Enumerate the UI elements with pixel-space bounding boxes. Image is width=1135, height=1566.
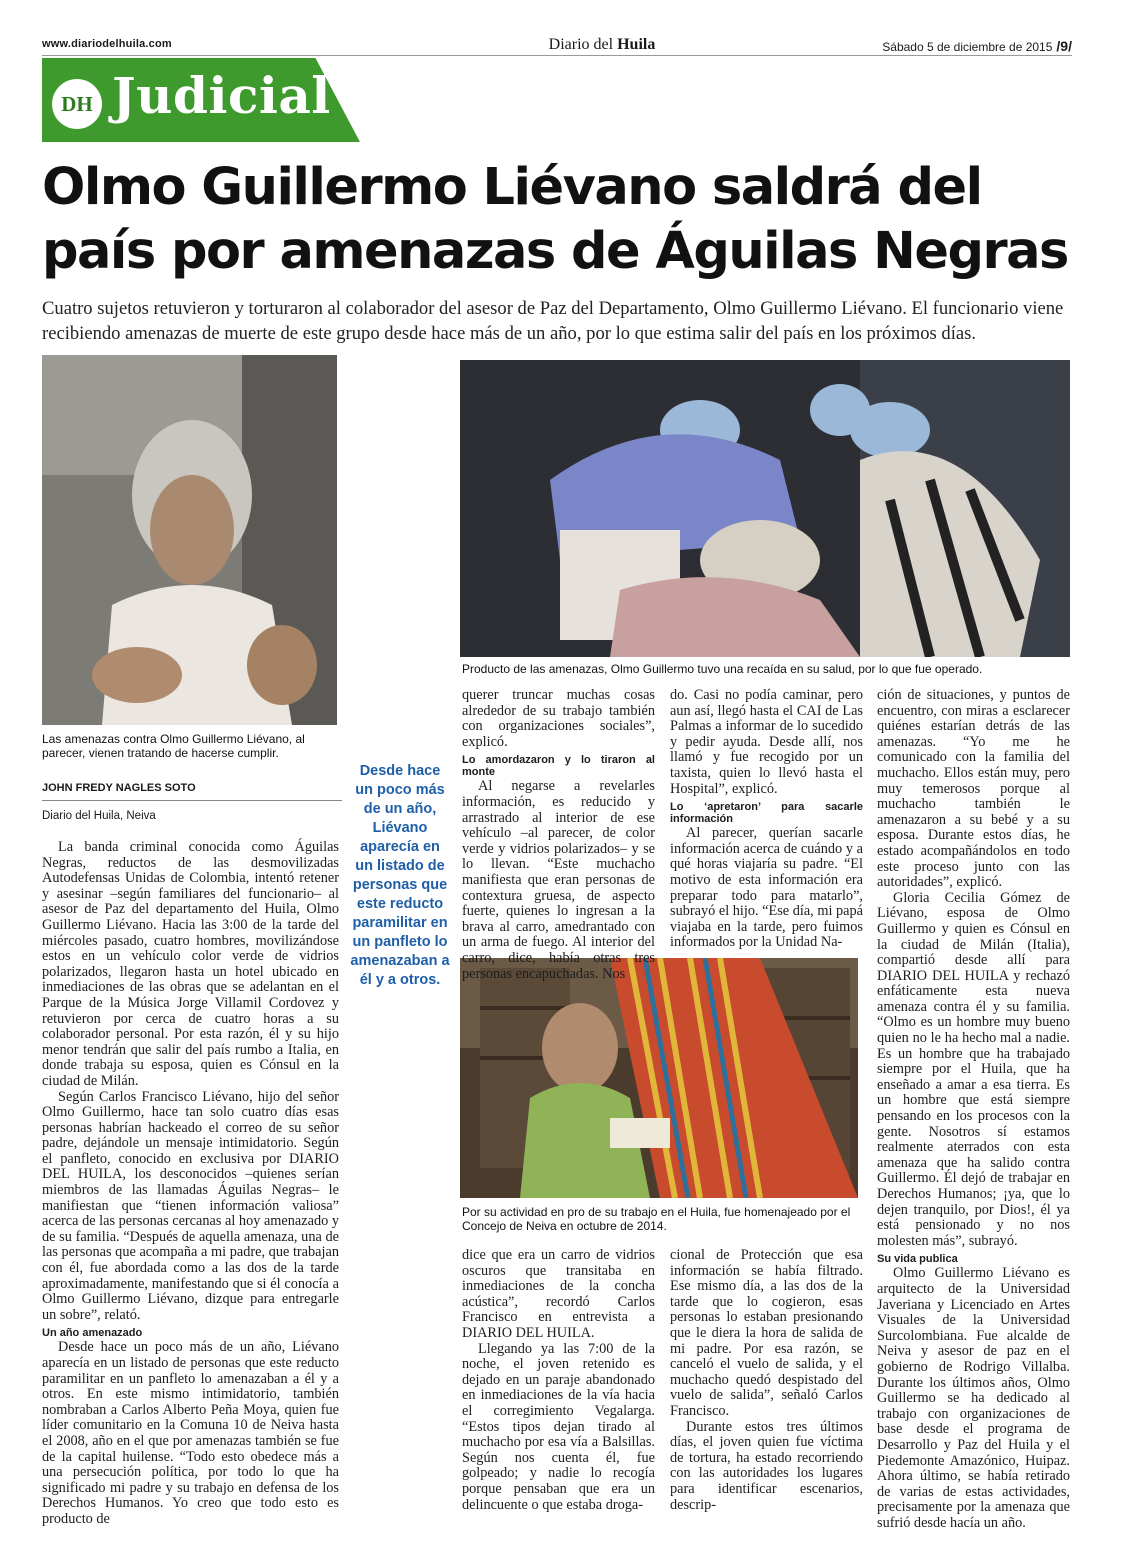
site-url: www.diariodelhuila.com <box>42 38 172 50</box>
subhead: Lo ‘apretaron’ para sacarle información <box>670 801 863 826</box>
photo-hammock <box>460 958 858 1198</box>
paragraph: Olmo Guillermo Liévano es arquitecto de la Universidad Javeriana y Licenciado en Artes Visuales de la Universidad Surcolombiana. Fue alcalde de Neiva y asesor de paz en el gobierno de Rodrigo Villalba. Durante los últimos años, Olmo Guillermo se ha dedicado al trabajo con organizaciones de base desde el programa de Desarrollo y Paz del Huila y el Piedemonte Amazónico, Huipaz. Ahora último, se había retirado de varias de estas actividades, precisamente por la amenaza que sufrió desde hacía un año. <box>877 1265 1070 1531</box>
paragraph: dice que era un carro de vidrios oscuros que transitaba en inmediaciones de la concha acústica”, recordó Carlos Francisco en entrevista a DIARIO DEL HUILA. <box>462 1247 655 1341</box>
caption-1: Las amenazas contra Olmo Guillermo Liévano, al parecer, vienen tratando de hacerse cumplir. <box>42 732 305 760</box>
headline: Olmo Guillermo Liévano saldrá del país por amenazas de Águilas Negras <box>42 158 1068 281</box>
top-rule <box>42 55 1072 56</box>
byline: JOHN FREDY NAGLES SOTO <box>42 782 196 794</box>
paragraph: Gloria Cecilia Gómez de Liévano, esposa de Olmo Guillermo y quien es Cónsul en la ciudad de Milán (Italia), compartió desde allí para DIARIO DEL HUILA y rechazó enfáticamente esta nueva amenaza contra él y su familia. “Olmo es un hombre muy bueno quien no le ha hecho mal a nadie. Es un hombre que ha trabajado siempre por el Huila, que ha enseñado a amar a esa tierra. Es un hombre que está siempre pensando en los procesos con la gente. Nosotros sí estamos realmente aterrados con esta amenaza que ha salido contra Guillermo. Él dejó de trabajar en Derechos Humanos; ¡ya, que lo dejen tranquilo, por Dios!, él ya está pensionado y no nos molesten más”, subrayó. <box>877 889 1070 1249</box>
byline-rule <box>42 800 342 801</box>
masthead-title: Diario del Huila <box>548 36 656 53</box>
caption-3: Por su actividad en pro de su trabajo en el Huila, fue homenajeado por el Concejo de Neiva en octubre de 2014. <box>462 1205 851 1233</box>
paragraph: Desde hace un poco más de un año, Liévano aparecía en un listado de personas que este reducto paramilitar en un panfleto lo amenazaban a él y a otros. En este mismo intimidatorio, también nombraban a Carlos Alberto Peña Moya, quien fue líder comunitario en la Comuna 10 de Neiva hasta el 2008, año en el que por amenazas también se fue de la capital huilense. “Todo esto obedece más a una persecución política, por todo lo que ha significado mi padre y su trabajo en defensa de los Derechos Humanos. Yo creo que todo esto es producto de <box>42 1339 339 1527</box>
caption-2: Producto de las amenazas, Olmo Guillermo tuvo una recaída en su salud, por lo que fue operado. <box>462 662 983 676</box>
photo-hospital <box>460 360 1070 657</box>
top-bar <box>42 36 1072 56</box>
paragraph: Al negarse a revelarles información, es reducido y arrastrado al interior de ese vehículo –al parecer, de color verde y vidrios polarizados– y se lo llevan. “Este muchacho manifiesta que eran personas de contextura gruesa, de aspecto fuerte, quienes lo ingresan a la brava al carro, amedrantado con un arma de fuego. Al interior del carro, dice, había otras tres personas encapuchadas. Nos <box>462 778 655 982</box>
paragraph: cional de Protección que esa información se había filtrado. Ese mismo día, a las dos de la tarde que lo cogieron, esas personas lo estaban presionando que le diera la hora de salida de mi padre. Por esa razón, se canceló el vuelo de salida, y el muchacho quedó despistado del vuelo de salida”, señaló Carlos Francisco. <box>670 1247 863 1419</box>
dh-logo: DH <box>52 79 102 129</box>
paragraph: Al parecer, querían sacarle información acerca de cuándo y a qué horas viajaría su padre. “El motivo de esta información era preparar todo para matarlo”, subrayó el hijo. “Ese día, mi papá viajaba en la tarde, pero fuimos informados por la Unidad Na- <box>670 825 863 951</box>
column-4 <box>877 688 1070 1531</box>
paragraph: Llegando ya las 7:00 de la noche, el joven retenido es dejado en un paraje abandonado en inmediaciones de la vía hacia el corregimiento Vegalarga. “Estos tipos dejan tirado al muchacho por esa vía a Balsillas. Según nos cuenta él, fue golpeado; y nadie lo recogía porque pensaban que era un delincuente o que estaba droga- <box>462 1340 655 1513</box>
column-3-top <box>670 688 863 951</box>
paragraph: La banda criminal conocida como Águilas Negras, reductos de las desmovilizadas Autodefensas Unidas de Colombia, intentó retener y asesinar –según familiares del funcionario– al asesor de Paz del departamento del Huila, Olmo Guillermo Liévano. Hacia las 3:00 de la tarde del miércoles pasado, cuatro hombres, movilizándose estos en un vehículo color verde de vidrios polarizados, llegaron hasta un hotel ubicado en inmediaciones de las obras que se adelantan en el Parque de la Música Jorge Villamil Cordovez y retuvieron por cerca de cuatro horas a su colaborador personal. Por esta razón, él y su hijo menor tendrán que salir del país rumbo a Italia, en donde trabaja su esposa, quien es Cónsul en la ciudad de Milán. <box>42 839 339 1089</box>
issue-date: Sábado 5 de diciembre de 2015 /9/ <box>882 38 1072 54</box>
paragraph: do. Casi no podía caminar, pero aun así, llegó hasta el CAI de Las Palmas a informar de lo sucedido y pedir ayuda. Desde allí, nos llamó y fue recogido por un taxista, quien lo llevó hasta el Hospital”, explicó. <box>670 687 863 797</box>
column-2-top <box>462 688 655 982</box>
subhead: Su vida publica <box>877 1253 958 1266</box>
subhead: Lo amordazaron y lo tiraron al monte <box>462 754 655 779</box>
section-name: Judicial <box>112 66 331 125</box>
column-2-bottom <box>462 1248 655 1513</box>
dateline: Diario del Huila, Neiva <box>42 810 156 822</box>
subhead: Un año amenazado <box>42 1327 143 1340</box>
paragraph: querer truncar muchas cosas alrededor de su trabajo también con organizaciones sociales”, explicó. <box>462 687 655 750</box>
deck: Cuatro sujetos retuvieron y torturaron al colaborador del asesor de Paz del Departamento, Olmo Guillermo Liévano. El funcionario viene recibiendo amenazas de muerte de este grupo desde hace más de un año, por lo que estima salir del país en los próximos días. <box>42 298 1064 344</box>
photo-portrait <box>42 355 337 725</box>
pull-quote: Desde hace un poco más de un año, Liévano aparecía en un listado de personas que este reducto paramilitar en un panfleto lo amenazaban a él y a otros. <box>350 763 450 988</box>
column-1 <box>42 840 339 1528</box>
paragraph: Durante estos tres últimos días, el joven quien fue víctima de tortura, ha estado recorriendo con las autoridades los lugares para identificar escenarios, descrip- <box>670 1418 863 1513</box>
paragraph: Según Carlos Francisco Liévano, hijo del señor Olmo Guillermo, hace tan solo cuatro días esas personas habrían hackeado el correo de su señor padre, dejándole un mensaje intimidatorio. Según el panfleto, conocido en exclusiva por DIARIO DEL HUILA, los desconocidos –quienes serían miembros de las llamadas Águilas Negras– le manifiestan que “tienen información valiosa” acerca de las personas cercanas al hoy amenazado y de su familia. “Después de aquella amenaza, una de las personas que acompaña a mi padre, que trabajan con él, fue abordada como a las dos de la tarde aproximadamente, manifestando que si él conocía a Olmo Guillermo Liévano, dizque para entregarle un sobre”, relató. <box>42 1088 339 1323</box>
page-number: /9/ <box>1056 38 1072 54</box>
paragraph: ción de situaciones, y puntos de encuentro, con miras a esclarecer quiénes estarían detrás de las amenazas. “Yo me he comunicado con la familia del muchacho. Ellos están muy, pero muy temerosos porque al muchacho también le amenazaron a su bebé y a su esposa. Durante estos días, he estado acompañándolos en todo este proceso junto con las autoridades”, explicó. <box>877 687 1070 891</box>
column-3-bottom <box>670 1248 863 1513</box>
